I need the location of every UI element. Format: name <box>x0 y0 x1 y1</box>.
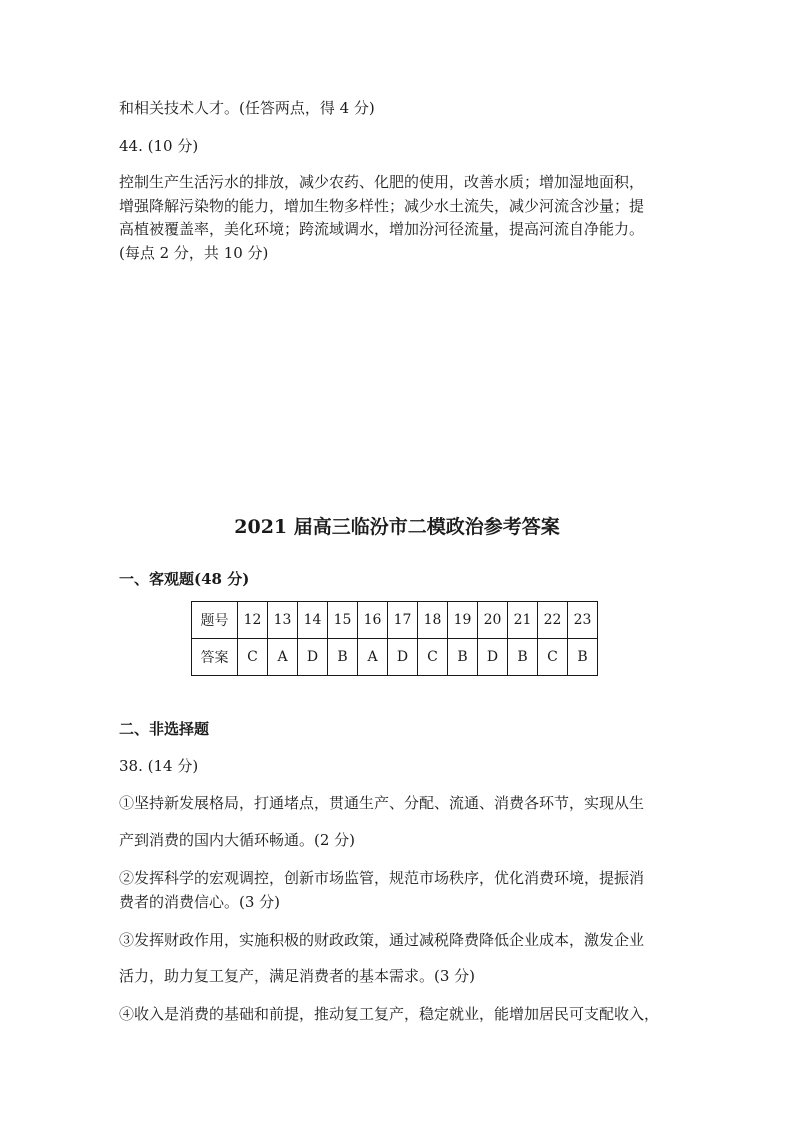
answer-point: ③发挥财政作用，实施积极的财政政策，通过减税降费降低企业成本，激发企业 <box>119 931 645 949</box>
row-label-question-number: 题号 <box>192 602 238 639</box>
table-cell: B <box>328 639 358 676</box>
table-cell: A <box>268 639 298 676</box>
table-cell: 20 <box>478 602 508 639</box>
q44-label: 44. (10 分) <box>119 137 199 155</box>
q44-answer <box>119 171 679 265</box>
q44-line: 增强降解污染物的能力，增加生物多样性；减少水土流失，减少河流含沙量；提 <box>119 196 645 215</box>
table-cell: 21 <box>508 602 538 639</box>
q44-line: (每点 2 分，共 10 分) <box>119 243 269 262</box>
page-title: 2021 届高三临汾市二模政治参考答案 <box>234 516 560 538</box>
answer-point: ④收入是消费的基础和前提，推动复工复产，稳定就业，能增加居民可支配收入， <box>119 1005 660 1023</box>
table-cell: 17 <box>388 602 418 639</box>
table-cell: 18 <box>418 602 448 639</box>
answer-table <box>191 601 598 676</box>
table-cell: C <box>418 639 448 676</box>
table-cell: A <box>358 639 388 676</box>
table-cell: C <box>538 639 568 676</box>
answer-point: 活力，助力复工复产，满足消费者的基本需求。(3 分) <box>119 967 476 985</box>
q38-label: 38. (14 分) <box>119 757 199 775</box>
section-nonchoice-heading: 二、非选择题 <box>119 720 210 738</box>
table-cell: D <box>388 639 418 676</box>
table-cell: B <box>568 639 598 676</box>
table-cell: D <box>478 639 508 676</box>
answer-point: 产到消费的国内大循环畅通。(2 分) <box>119 831 356 849</box>
table-cell: 14 <box>298 602 328 639</box>
table-cell: C <box>238 639 268 676</box>
table-row <box>192 639 598 676</box>
q44-line: 高植被覆盖率，美化环境；跨流域调水，增加汾河径流量，提高河流自净能力。 <box>119 220 645 238</box>
table-cell: D <box>298 639 328 676</box>
q44-line: 控制生产生活污水的排放，减少农药、化肥的使用，改善水质；增加湿地面积， <box>119 173 645 191</box>
answer-point: ①坚持新发展格局，打通堵点，贯通生产、分配、流通、消费各环节，实现从生 <box>119 794 645 812</box>
section-objective-heading: 一、客观题(48 分) <box>119 570 250 588</box>
table-row <box>192 602 598 639</box>
table-cell: B <box>448 639 478 676</box>
table-cell: 15 <box>328 602 358 639</box>
table-cell: 22 <box>538 602 568 639</box>
table-cell: 16 <box>358 602 388 639</box>
row-label-answer: 答案 <box>192 639 238 676</box>
answer-point: ②发挥科学的宏观调控，创新市场监管，规范市场秩序，优化消费环境，提振消 <box>119 869 645 887</box>
table-cell: B <box>508 639 538 676</box>
answer-point: 费者的消费信心。(3 分) <box>119 893 281 911</box>
table-cell: 13 <box>268 602 298 639</box>
table-cell: 12 <box>238 602 268 639</box>
table-cell: 19 <box>448 602 478 639</box>
continuation-line: 和相关技术人才。(任答两点，得 4 分) <box>119 99 375 117</box>
table-cell: 23 <box>568 602 598 639</box>
